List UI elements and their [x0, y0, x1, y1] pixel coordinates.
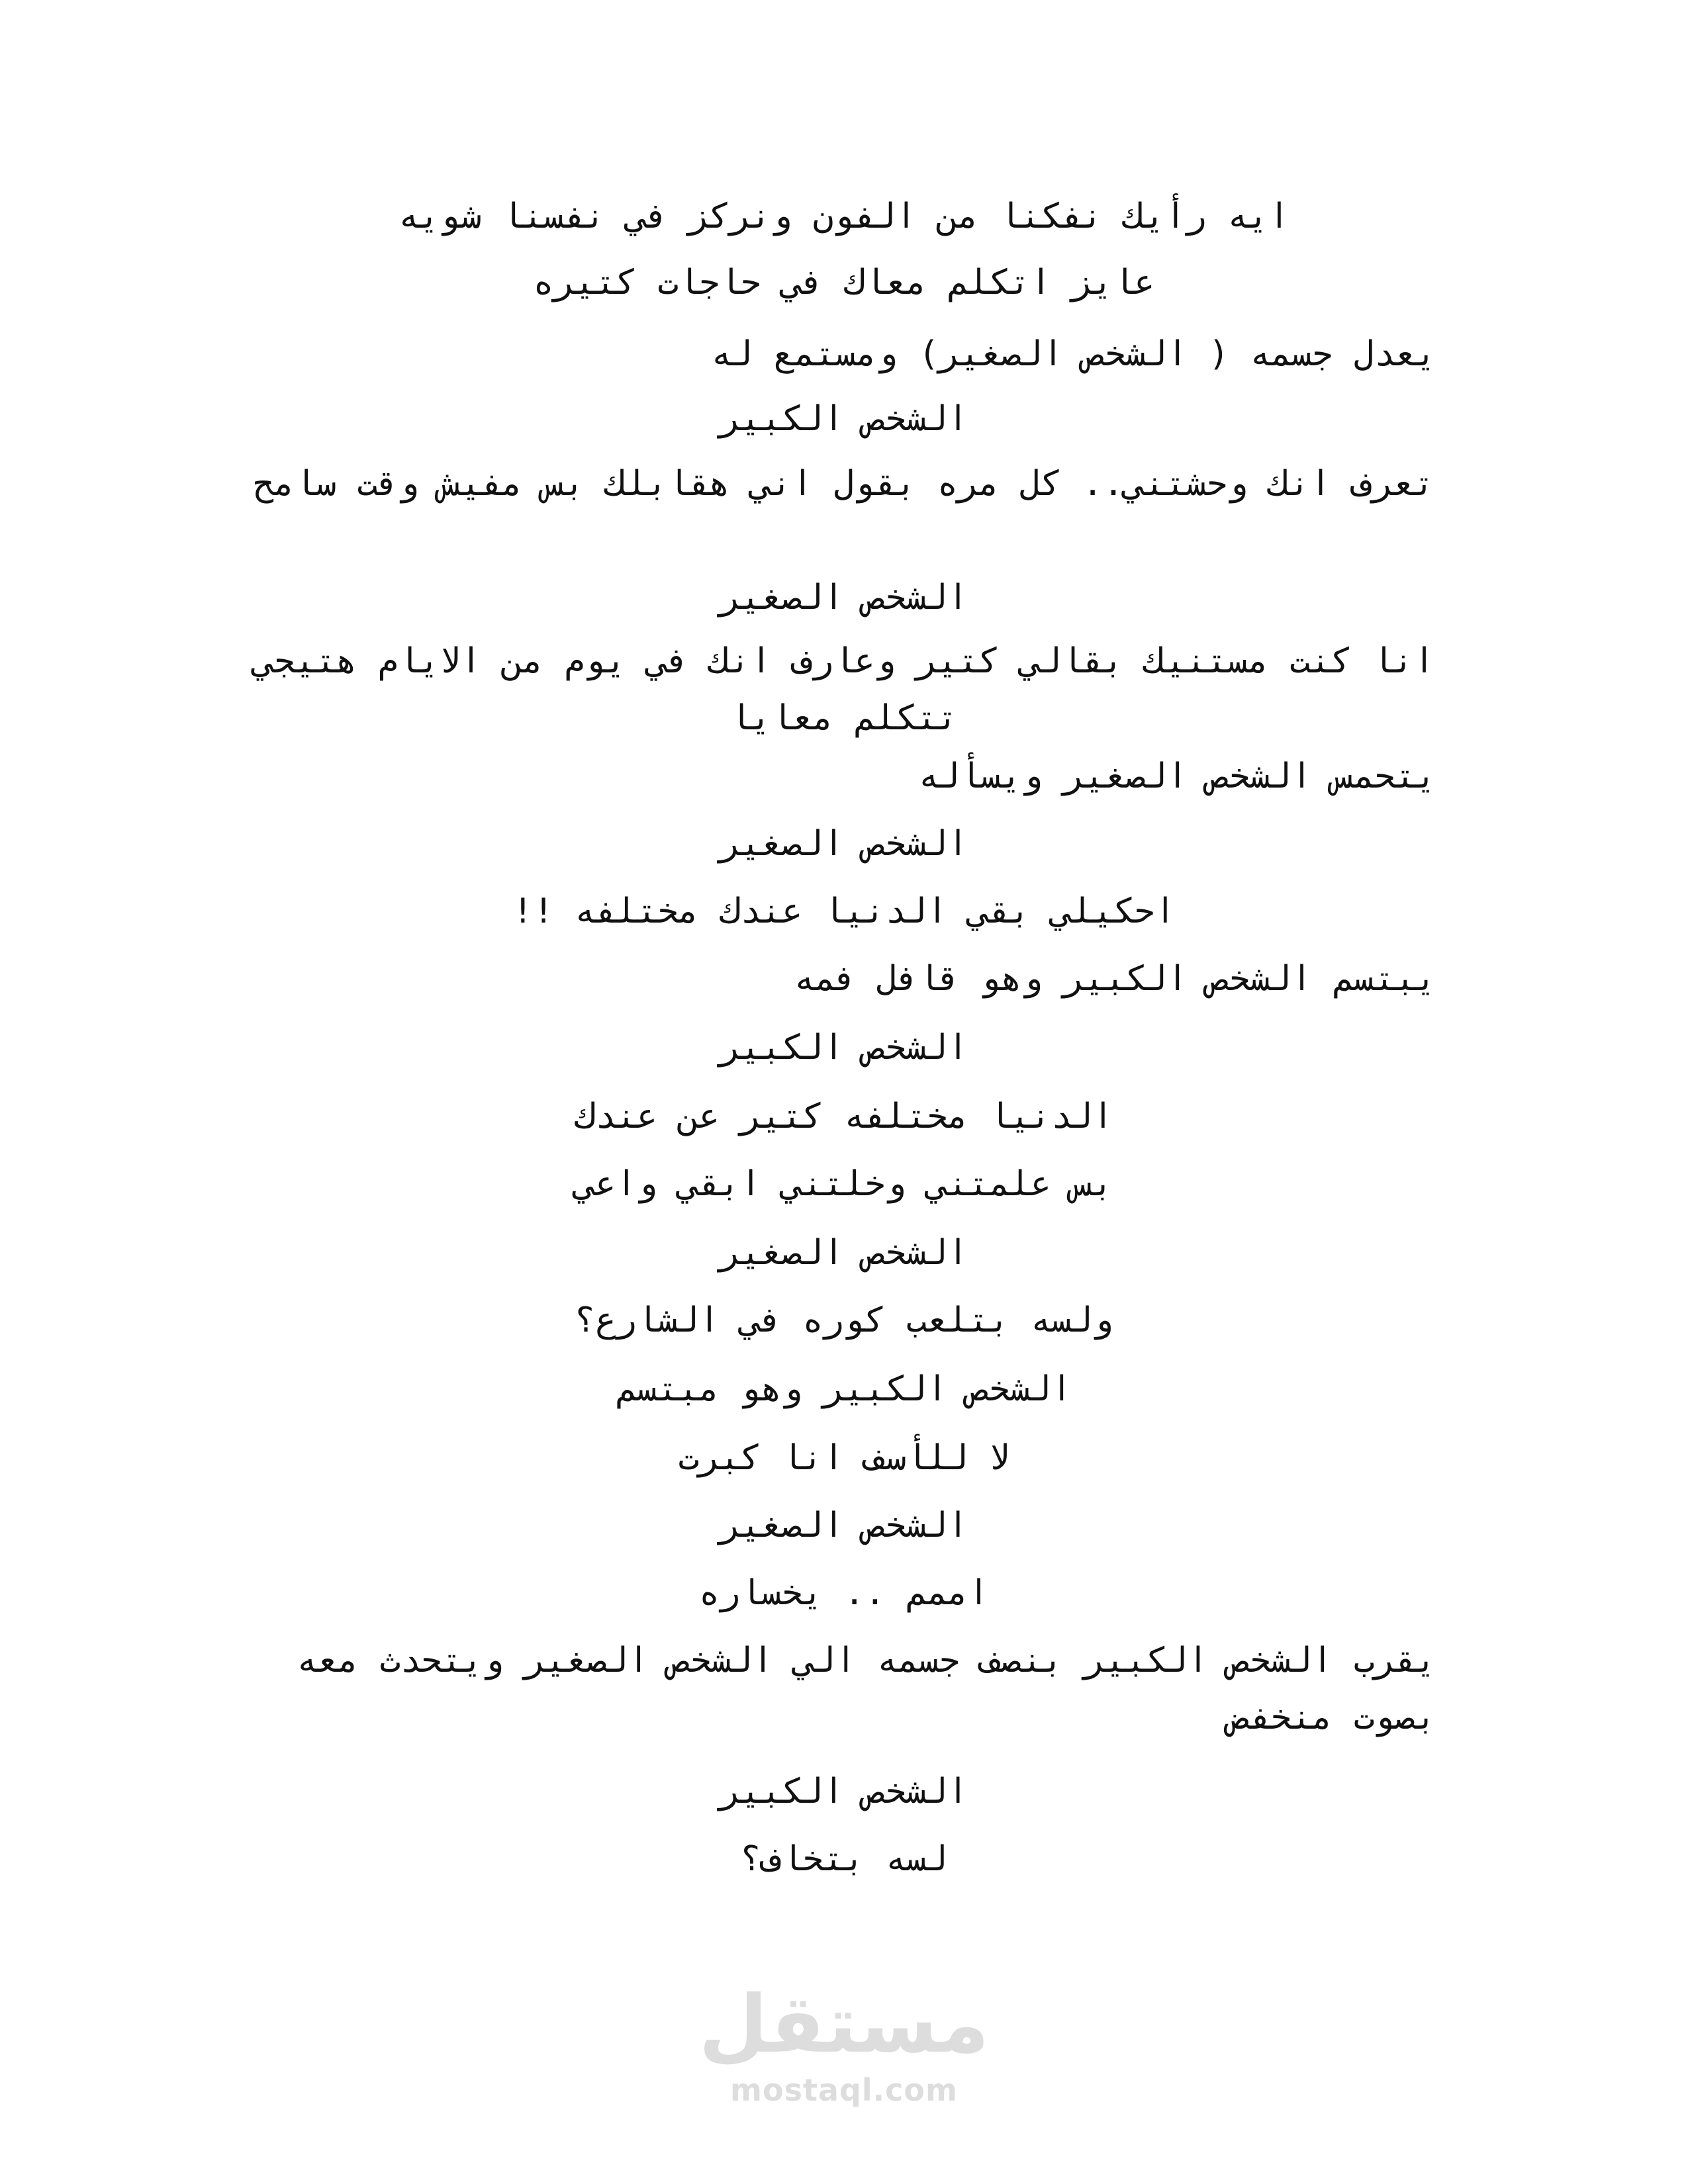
character-name: الشخص الصغير	[720, 824, 968, 864]
action-line: يتحمس الشخص الصغير ويسأله	[918, 756, 1436, 796]
dialogue-line: الدنيا مختلفه كتير عن عندك	[575, 1097, 1113, 1136]
dialogue-line: ايه رأيك نفكنا من الفون ونركز في نفسنا شويه	[398, 197, 1290, 236]
action-line: الشخص الكبير وهو مبتسم	[616, 1369, 1072, 1409]
watermark-domain: mostaql.com	[730, 2072, 958, 2108]
dialogue-line: تعرف انك وحشتني.. كل مره بقول اني هقابلك بس مفيش وقت سامح	[253, 464, 1435, 504]
dialogue-line: لا للأسف انا كبرت	[678, 1438, 1010, 1478]
character-name: الشخص الكبير	[720, 1028, 968, 1068]
character-name: الشخص الصغير	[720, 1506, 968, 1545]
dialogue-line: اممم .. يخساره	[698, 1573, 990, 1613]
character-name: الشخص الصغير	[720, 1233, 968, 1273]
dialogue-line: انا كنت مستنيك بقالي كتير وعارف انك في يوم من الايام هتيجي تتكلم معايا	[253, 641, 1435, 738]
dialogue-line: عايز اتكلم معاك في حاجات كتيره	[533, 263, 1155, 302]
dialogue-line: احكيلي بقي الدنيا عندك مختلفه !!	[512, 891, 1176, 931]
watermark-logo: مستقل	[698, 1979, 990, 2071]
mostaql-watermark	[662, 1979, 1026, 2109]
character-name: الشخص الكبير	[720, 399, 968, 439]
dialogue-line: ولسه بتلعب كوره في الشارع؟	[575, 1300, 1113, 1340]
character-name: الشخص الصغير	[720, 578, 968, 617]
action-line: يقرب الشخص الكبير بنصف جسمه الي الشخص الصغير ويتحدث معه بصوت منخفض	[297, 1641, 1436, 1737]
character-name: الشخص الكبير	[720, 1772, 968, 1811]
dialogue-line: بس علمتني وخلتني ابقي واعي	[575, 1164, 1113, 1204]
action-line: يعدل جسمه ( الشخص الصغير) ومستمع له	[711, 334, 1436, 374]
dialogue-line: لسه بتخاف؟	[740, 1839, 948, 1879]
action-line: يبتسم الشخص الكبير وهو قافل فمه	[794, 959, 1436, 999]
